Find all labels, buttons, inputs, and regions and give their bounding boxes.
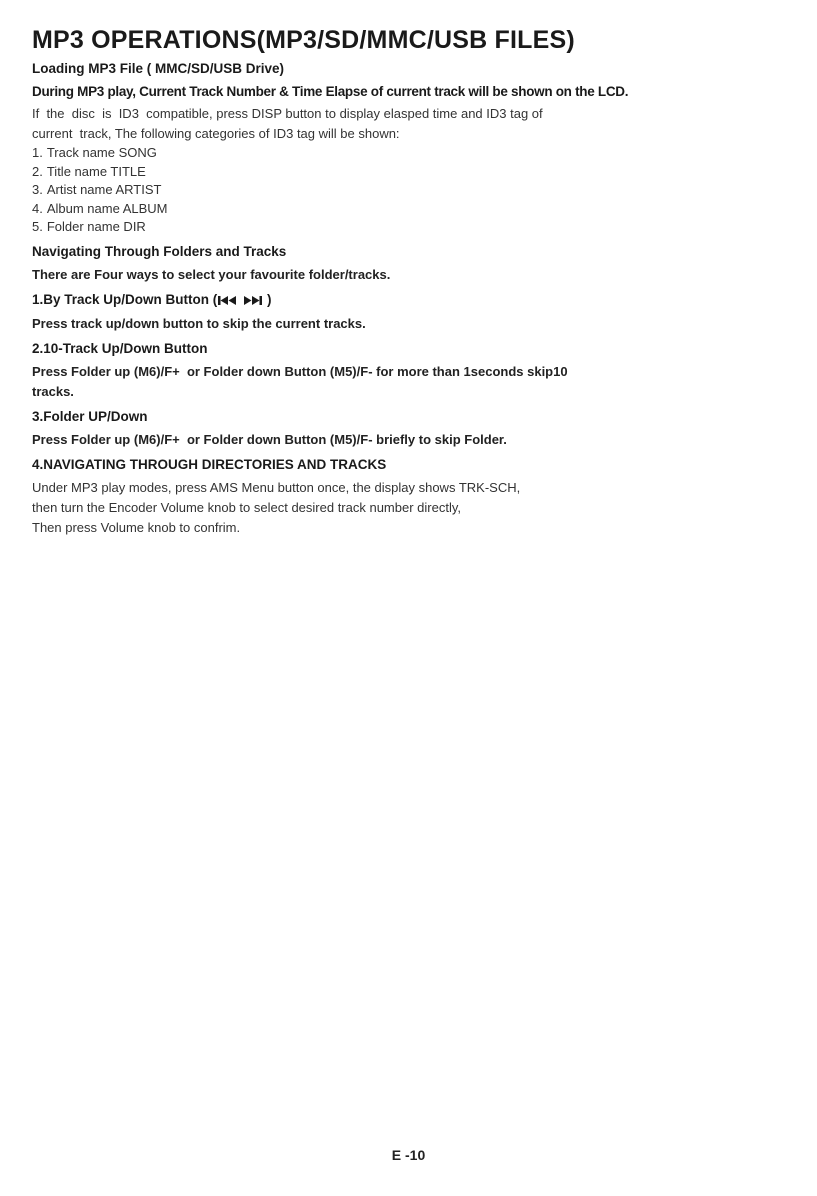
page-title: MP3 OPERATIONS(MP3/SD/MMC/USB FILES): [32, 26, 575, 54]
method1-body: Press track up/down button to skip the current tracks.: [32, 315, 366, 331]
method4-heading: 4.NAVIGATING THROUGH DIRECTORIES AND TRACKS: [32, 456, 387, 472]
list-item: 4. Album name ALBUM: [32, 200, 168, 216]
id3-category-list: [32, 144, 792, 237]
id3-intro-line1: If the disc is ID3 compatible, press DISP button to display elasped time and ID3 tag of: [32, 106, 543, 121]
id3-intro-line2: current track, The following categories of ID3 tag will be shown:: [32, 126, 400, 141]
method2-body: [32, 362, 792, 402]
track-buttons-icons: [217, 292, 263, 310]
method1-heading-prefix: 1.By Track Up/Down Button (: [32, 291, 218, 307]
list-item: 3. Artist name ARTIST: [32, 182, 162, 197]
method3-heading: 3.Folder UP/Down: [32, 408, 148, 424]
method2-body-line1: Press Folder up (M6)/F+ or Folder down Button (M5)/F- for more than 1seconds skip10: [32, 363, 568, 379]
list-item: 2. Title name TITLE: [32, 163, 146, 179]
skip-next-icon: [243, 295, 263, 306]
method4-line2: then turn the Encoder Volume knob to select desired track number directly,: [32, 499, 461, 515]
method3-body: Press Folder up (M6)/F+ or Folder down Button (M5)/F- briefly to skip Folder.: [32, 431, 507, 447]
loading-heading: Loading MP3 File ( MMC/SD/USB Drive): [32, 61, 285, 76]
method4-body: [32, 478, 792, 538]
method2-body-line2: tracks.: [32, 383, 74, 399]
page-number: E -10: [391, 1147, 426, 1163]
method2-heading: 2.10-Track Up/Down Button: [32, 340, 208, 356]
navigating-subheading: There are Four ways to select your favourite folder/tracks.: [32, 266, 391, 282]
list-item: 1. Track name SONG: [32, 145, 157, 160]
skip-previous-icon: [217, 295, 237, 306]
navigating-heading: Navigating Through Folders and Tracks: [32, 243, 287, 259]
method4-line3: Then press Volume knob to confrim.: [32, 519, 241, 535]
method4-line1: Under MP3 play modes, press AMS Menu button once, the display shows TRK-SCH,: [32, 479, 521, 495]
manual-page: [32, 26, 792, 538]
loading-lead: During MP3 play, Current Track Number & Time Elapse of current track will be shown on the LCD.: [32, 84, 629, 99]
id3-intro: [32, 104, 792, 144]
list-item: 5. Folder name DIR: [32, 219, 146, 234]
method1-heading-suffix: ): [263, 291, 272, 307]
method1-heading: [32, 291, 792, 310]
